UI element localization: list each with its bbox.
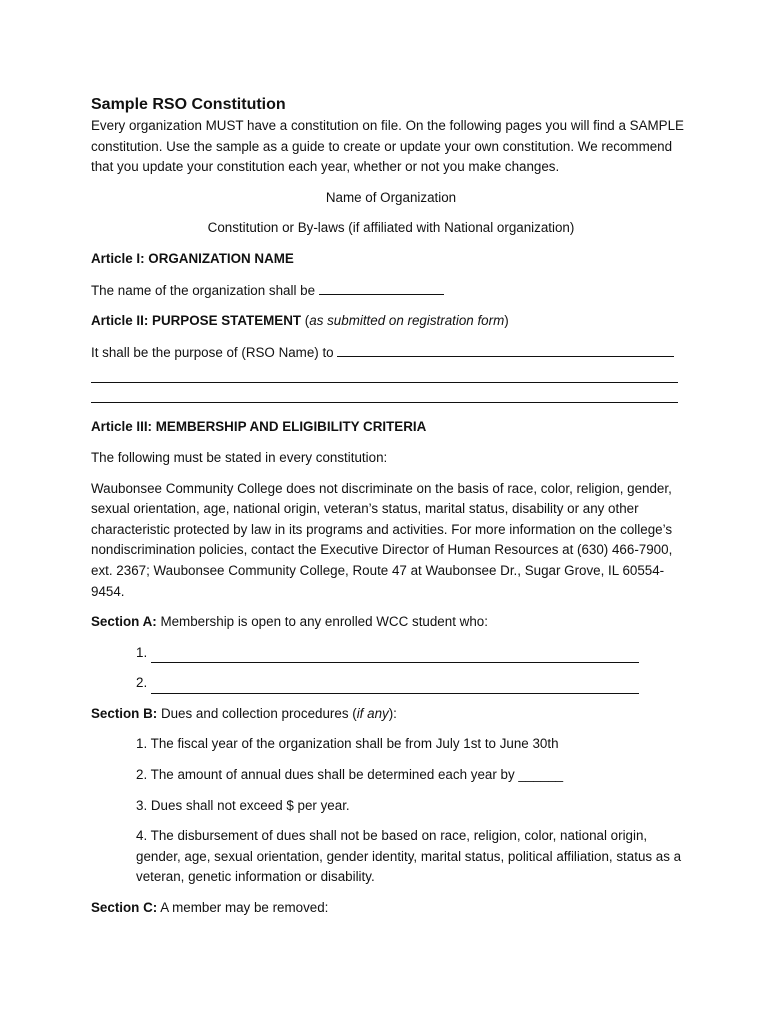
organization-name-blank[interactable] (319, 280, 444, 295)
article-2-open-paren: ( (301, 313, 310, 329)
section-b-line (91, 704, 691, 725)
document-page (91, 95, 691, 919)
article-3-heading: Article III: MEMBERSHIP AND ELIGIBILITY CRITERIA (91, 419, 427, 435)
section-b-item-1: 1. The fiscal year of the organization shall be from July 1st to June 30th (136, 736, 559, 752)
section-b-item-3: 3. Dues shall not exceed $ per year. (136, 797, 350, 813)
article-1-text (91, 280, 691, 302)
article-1-sentence: The name of the organization shall be (91, 282, 316, 298)
section-b-label: Section B: (91, 705, 158, 721)
article-2-heading: Article II: PURPOSE STATEMENT (91, 313, 302, 329)
section-c-line (91, 898, 691, 919)
section-a-item-2-number: 2. (136, 675, 148, 691)
purpose-blank-line-3[interactable] (91, 383, 678, 403)
article-3-stated: The following must be stated in every constitution: (91, 449, 388, 465)
nondiscrimination-policy: Waubonsee Community College does not discriminate on the basis of race, color, religion, gender, sexual orientation, age, national origin, veteran’s status, marital status, disability or any other characteristic protected by law in its programs and activities. For more information on the college’s nondiscrimination policies, contact the Executive Director of Human Resources at (630) 466-7900, ext. 2367; Waubonsee Community College, Route 47 at Waubonsee Dr., Sugar Grove, IL 60554-9454. (91, 480, 673, 599)
article-2-close-paren: ) (504, 313, 509, 329)
bylaws-line: Constitution or By-laws (if affiliated with National organization) (207, 220, 575, 236)
article-1-heading: Article I: ORGANIZATION NAME (91, 250, 294, 266)
section-a-item-2 (91, 673, 691, 694)
section-c-text: A member may be removed: (157, 900, 329, 916)
section-b-note: if any (356, 705, 389, 721)
section-a-text: Membership is open to any enrolled WCC student who: (156, 614, 488, 630)
section-b-close: ): (388, 705, 397, 721)
purpose-line (91, 342, 691, 364)
section-b-item-4: 4. The disbursement of dues shall not be based on race, religion, color, national origin, gender, age, sexual orientation, gender identity, marital status, political affiliation, status as a veteran, genetic information or disability. (136, 828, 682, 885)
section-a-label: Section A: (91, 614, 157, 630)
article-2-heading-line (91, 311, 691, 332)
section-b-text: Dues and collection procedures ( (157, 705, 357, 721)
section-b-item-2-blank[interactable]: ______ (518, 767, 564, 783)
article-2-note: as submitted on registration form (309, 313, 505, 329)
section-a-item-1 (91, 643, 691, 664)
section-c-label: Section C: (91, 900, 158, 916)
section-a-line (91, 612, 691, 633)
section-a-item-1-blank[interactable] (151, 648, 639, 663)
purpose-blank[interactable] (337, 342, 674, 357)
section-b-item-2-text: 2. The amount of annual dues shall be determined each year by (136, 767, 515, 783)
organization-name-line: Name of Organization (325, 189, 457, 205)
section-b-item-2 (91, 765, 691, 786)
document-title: Sample RSO Constitution (91, 96, 286, 113)
intro-paragraph: Every organization MUST have a constitution on file. On the following pages you will find a SAMPLE constitution. Use the sample as a guide to create or update your own constitution. We recommend that you update your constitution each year, whether or not you make changes. (91, 118, 684, 175)
purpose-sentence: It shall be the purpose of (RSO Name) to (91, 344, 334, 360)
section-a-item-1-number: 1. (136, 644, 148, 660)
section-a-item-2-blank[interactable] (151, 679, 639, 694)
purpose-blank-line-2[interactable] (91, 363, 678, 383)
